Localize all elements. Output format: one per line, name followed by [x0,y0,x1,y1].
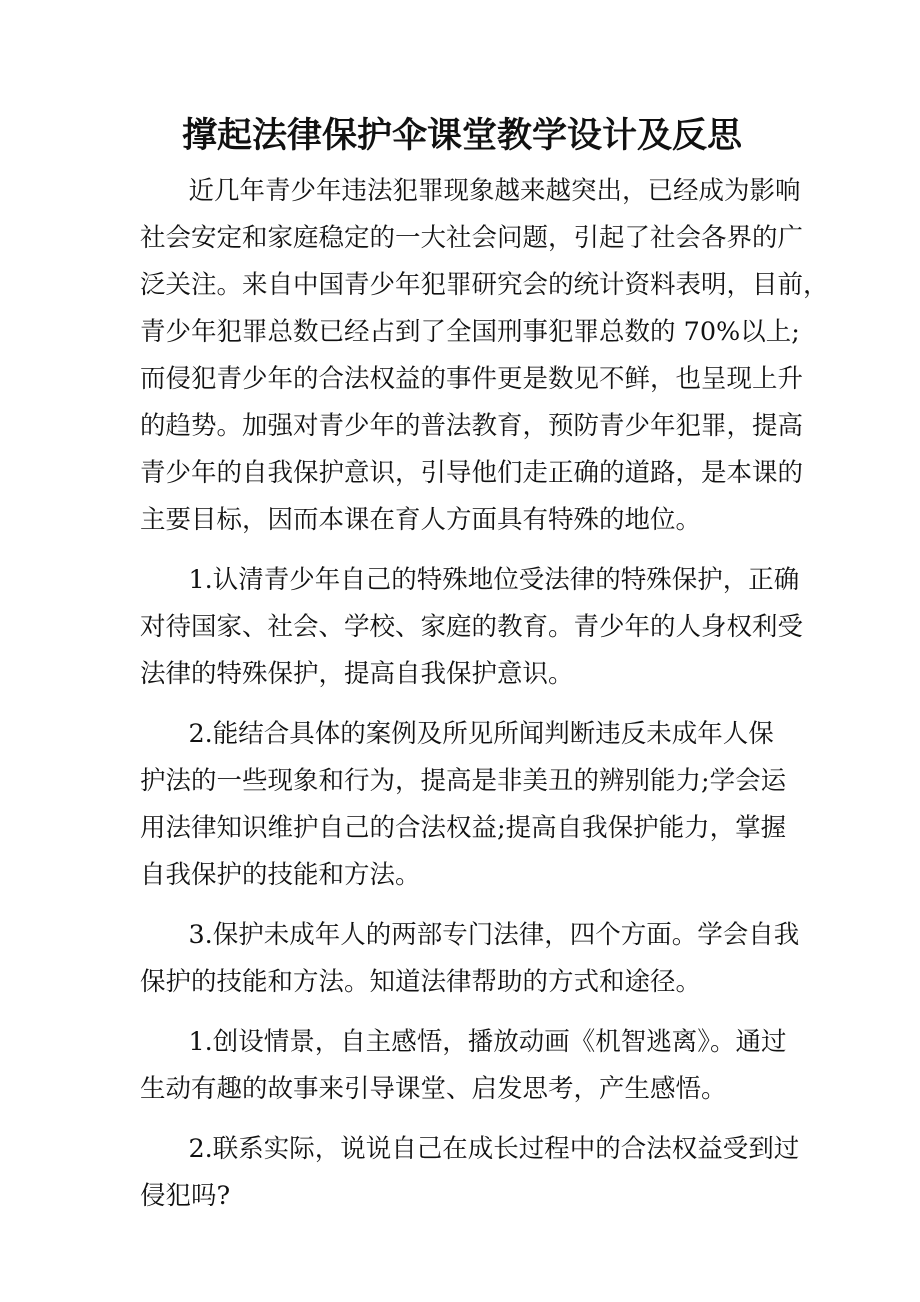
text-line: 主要目标，因而本课在育人方面具有特殊的地位。 [140,505,702,535]
text-line: 的趋势。加强对青少年的普法教育，预防青少年犯罪，提高 [140,411,804,441]
text-line: 护法的一些现象和行为，提高是非美丑的辨别能力;学会运 [140,766,787,796]
text-line: 侵犯吗? [140,1181,231,1211]
text-line: 用法律知识维护自己的合法权益;提高自我保护能力，掌握 [140,813,787,843]
text-line: 保护的技能和方法。知道法律帮助的方式和途径。 [140,967,702,997]
text-line: 3.保护未成年人的两部专门法律，四个方面。学会自我 [188,920,800,950]
document-title: 撑起法律保护伞课堂教学设计及反思 [181,116,742,156]
text-line: 自我保护的技能和方法。 [140,860,421,890]
step-1-paragraph [140,1019,787,1113]
text-line: 青少年犯罪总数已经占到了全国刑事犯罪总数的 70%以上; [140,317,800,347]
text-line: 对待国家、社会、学校、家庭的教育。青少年的人身权利受 [140,612,804,642]
objective-3-paragraph [140,912,800,1006]
text-line: 2.联系实际，说说自己在成长过程中的合法权益受到过 [188,1134,800,1164]
text-line: 社会安定和家庭稳定的一大社会问题，引起了社会各界的广 [140,223,804,253]
document-page [140,110,829,1220]
text-line: 而侵犯青少年的合法权益的事件更是数见不鲜，也呈现上升 [140,364,804,394]
text-line: 1.认清青少年自己的特殊地位受法律的特殊保护，正确 [188,565,800,595]
text-line: 1.创设情景，自主感悟，播放动画《机智逃离》。通过 [188,1027,787,1057]
text-line: 近几年青少年违法犯罪现象越来越突出，已经成为影响 [188,176,801,206]
text-line: 泛关注。来自中国青少年犯罪研究会的统计资料表明，目前， [140,270,829,300]
text-line: 2.能结合具体的案例及所见所闻判断违反未成年人保 [188,719,774,749]
text-line: 青少年的自我保护意识，引导他们走正确的道路，是本课的 [140,458,804,488]
intro-paragraph [140,168,829,544]
step-2-paragraph [140,1126,800,1220]
text-line: 法律的特殊保护，提高自我保护意识。 [140,659,574,689]
objective-1-paragraph [140,557,804,698]
text-line: 生动有趣的故事来引导课堂、启发思考，产生感悟。 [140,1074,727,1104]
objective-2-paragraph [140,711,787,899]
